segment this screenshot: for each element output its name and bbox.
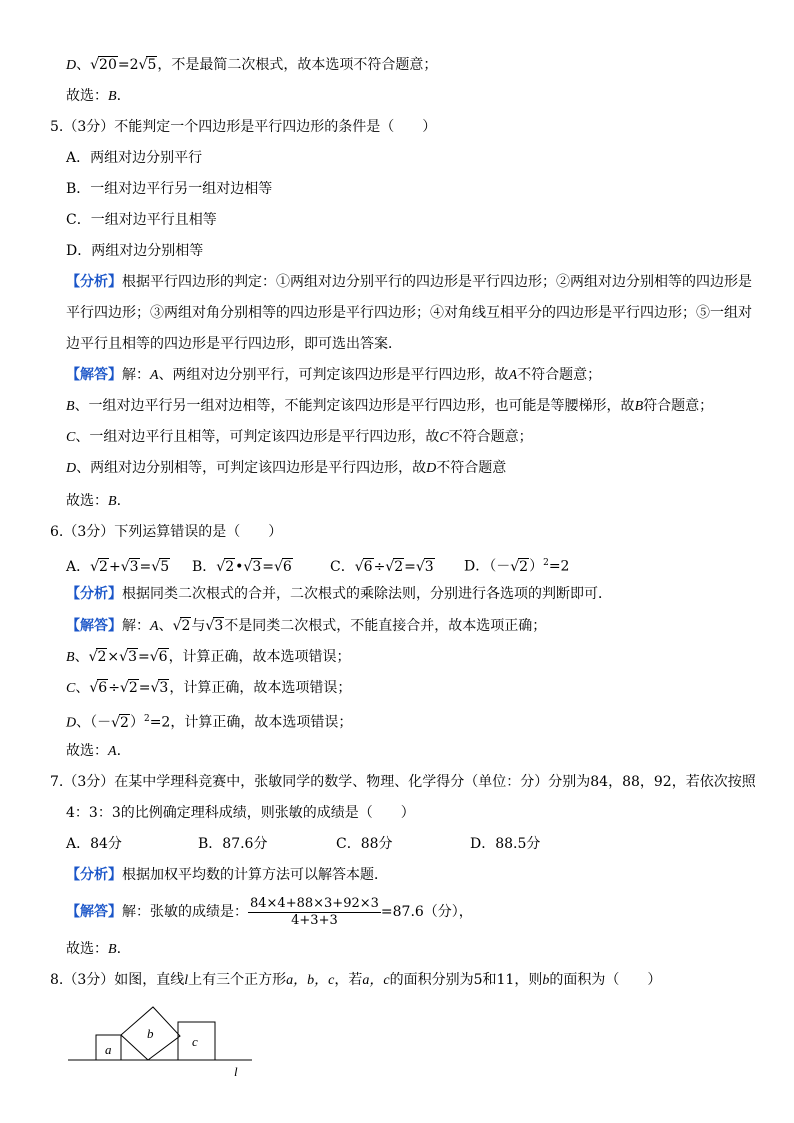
q5-analysis-line2: 平行四边形；③两组对角分别相等的四边形是平行四边形；④对角线互相平分的四边形是平行四边形；⑤一组对 bbox=[66, 305, 752, 321]
q6-options bbox=[66, 554, 569, 576]
q5-stem: 5.（3分）不能判定一个四边形是平行四边形的条件是（ ） bbox=[50, 119, 437, 135]
answer-tag: 【解答】 bbox=[66, 904, 122, 920]
q5-analysis-line3: 边平行且相等的四边形是平行四边形，即可选出答案． bbox=[66, 336, 402, 352]
q7-stem-line2: 4：3：3的比例确定理科成绩，则张敏的成绩是（ ） bbox=[66, 805, 415, 821]
q7-analysis: 【分析】根据加权平均数的计算方法可以解答本题． bbox=[66, 867, 388, 883]
q6-option-c: C．√6÷√2=√3 bbox=[330, 558, 434, 575]
analysis-tag: 【分析】 bbox=[66, 867, 122, 883]
label-l: l bbox=[234, 1064, 238, 1079]
squares-figure bbox=[60, 998, 270, 1080]
label-c: c bbox=[192, 1034, 198, 1049]
q5-analysis-line1: 【分析】根据平行四边形的判定：①两组对边分别平行的四边形是平行四边形；②两组对边分别相等的四边形是 bbox=[66, 274, 752, 290]
q7-stem-line1: 7.（3分）在某中学理科竞赛中，张敏同学的数学、物理、化学得分（单位：分）分别为84，88，92，若依次按照 bbox=[50, 774, 756, 790]
answer-tag: 【解答】 bbox=[66, 618, 122, 634]
q7-option-b: B．87.6分 bbox=[198, 836, 268, 852]
q6-answer-b: B、√2×√3=√6，计算正确，故本选项错误； bbox=[66, 649, 351, 665]
q6-option-a: A．√2+√3=√5 bbox=[66, 558, 170, 575]
q6-answer-d: D、$(-√2)^2=2$，计算正确，故本选项错误； bbox=[66, 714, 353, 731]
answer-tag: 【解答】 bbox=[66, 367, 122, 383]
q5-answer-b: B、一组对边平行另一组对边相等，不能判定该四边形是平行四边形，也可能是等腰梯形，故B符合题意； bbox=[66, 398, 714, 414]
label-a: a bbox=[105, 1042, 112, 1057]
q7-options bbox=[66, 835, 540, 853]
q5-answer-a: 【解答】解：A、两组对边分别平行，可判定该四边形是平行四边形，故A不符合题意； bbox=[66, 367, 602, 383]
q6-choice: 故选：A. bbox=[66, 743, 122, 759]
q8-stem: 8.（3分）如图，直线l上有三个正方形a，b，c，若a，c的面积分别为5和11，则b的面积为（ ） bbox=[50, 972, 662, 988]
q5-option-a: A．两组对边分别平行 bbox=[66, 150, 203, 166]
q6-stem: 6.（3分）下列运算错误的是（ ） bbox=[50, 524, 283, 540]
q6-option-d: D．$(-√2)^2=2$ bbox=[464, 558, 570, 575]
q6-analysis: 【分析】根据同类二次根式的合并，二次根式的乘除法则，分别进行各选项的判断即可． bbox=[66, 586, 612, 602]
analysis-tag: 【分析】 bbox=[66, 586, 122, 602]
q7-option-a: A．84分 bbox=[66, 836, 122, 852]
q5-answer-c: C、一组对边平行且相等，可判定该四边形是平行四边形，故C不符合题意； bbox=[66, 429, 533, 445]
q4-choice: 故选：B. bbox=[66, 88, 122, 104]
q4-option-d-note: D、√20=2√5，不是最简二次根式，故本选项不符合题意； bbox=[66, 57, 438, 73]
q5-option-b: B．一组对边平行另一组对边相等 bbox=[66, 181, 273, 197]
label-b: b bbox=[147, 1026, 154, 1041]
q7-answer: 【解答】解：张敏的成绩是： $\frac{84\times 4+88\times 3+92\times 3}{4+3+3}$ =87.6（分）， bbox=[66, 895, 473, 928]
analysis-tag: 【分析】 bbox=[66, 274, 122, 290]
q5-option-d: D．两组对边分别相等 bbox=[66, 243, 204, 259]
q5-option-c: C．一组对边平行且相等 bbox=[66, 212, 217, 228]
q7-choice: 故选：B. bbox=[66, 941, 122, 957]
q5-answer-d: D、两组对边分别相等，可判定该四边形是平行四边形，故D不符合题意 bbox=[66, 460, 507, 476]
q6-option-b: B．√2•√3=√6 bbox=[192, 558, 292, 575]
q6-answer-c: C、√6÷√2=√3，计算正确，故本选项错误； bbox=[66, 680, 352, 696]
weighted-mean-fraction: $\frac{84\times 4+88\times 3+92\times 3}{4+3+3}$ bbox=[250, 895, 379, 928]
q7-option-c: C．88分 bbox=[336, 836, 393, 852]
q5-choice: 故选：B. bbox=[66, 493, 122, 509]
q6-answer-a: 【解答】解：A、√2与√3不是同类二次根式，不能直接合并，故本选项正确； bbox=[66, 618, 547, 634]
q7-option-d: D．88.5分 bbox=[470, 836, 541, 852]
